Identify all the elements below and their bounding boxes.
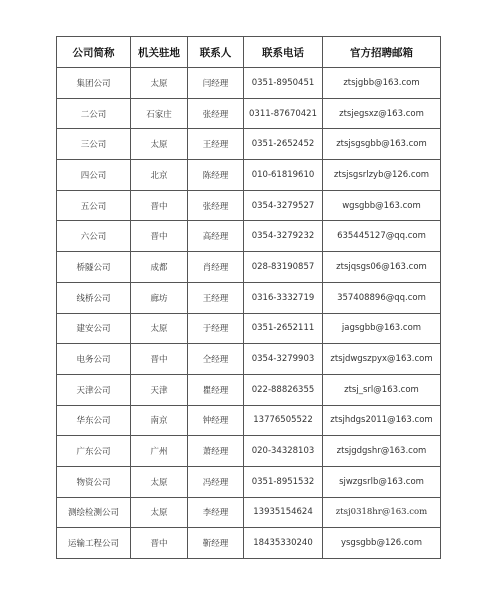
table-row bbox=[57, 405, 441, 436]
location-cell: 太原 bbox=[131, 68, 188, 99]
contact-cell: 肖经理 bbox=[188, 252, 244, 283]
company-cell: 运输工程公司 bbox=[57, 528, 131, 559]
email-cell: sjwzgsrlb@163.com bbox=[323, 466, 441, 497]
header-phone: 联系电话 bbox=[244, 37, 323, 68]
table-row bbox=[57, 221, 441, 252]
contact-cell: 王经理 bbox=[188, 282, 244, 313]
recruitment-contact-sheet bbox=[56, 36, 440, 559]
phone-cell: 0311-87670421 bbox=[244, 98, 323, 129]
location-cell: 北京 bbox=[131, 160, 188, 191]
phone-cell: 13776505522 bbox=[244, 405, 323, 436]
email-cell: ztsjhdgs2011@163.com bbox=[323, 405, 441, 436]
phone-cell: 0354-3279903 bbox=[244, 344, 323, 375]
company-cell: 四公司 bbox=[57, 160, 131, 191]
company-cell: 三公司 bbox=[57, 129, 131, 160]
email-cell: 357408896@qq.com bbox=[323, 282, 441, 313]
email-cell: ztsj_srl@163.com bbox=[323, 374, 441, 405]
company-cell: 华东公司 bbox=[57, 405, 131, 436]
email-cell: ztsjgbb@163.com bbox=[323, 68, 441, 99]
table-row bbox=[57, 528, 441, 559]
table-row bbox=[57, 160, 441, 191]
contact-cell: 仝经理 bbox=[188, 344, 244, 375]
contact-cell: 闫经理 bbox=[188, 68, 244, 99]
company-cell: 电务公司 bbox=[57, 344, 131, 375]
location-cell: 太原 bbox=[131, 129, 188, 160]
contact-cell: 张经理 bbox=[188, 190, 244, 221]
phone-cell: 0316-3332719 bbox=[244, 282, 323, 313]
company-cell: 广东公司 bbox=[57, 436, 131, 467]
email-cell: 635445127@qq.com bbox=[323, 221, 441, 252]
table-row bbox=[57, 466, 441, 497]
company-cell: 桥隧公司 bbox=[57, 252, 131, 283]
location-cell: 晋中 bbox=[131, 344, 188, 375]
email-cell: ysgsgbb@126.com bbox=[323, 528, 441, 559]
location-cell: 天津 bbox=[131, 374, 188, 405]
phone-cell: 022-88826355 bbox=[244, 374, 323, 405]
table-row bbox=[57, 252, 441, 283]
location-cell: 太原 bbox=[131, 466, 188, 497]
location-cell: 廊坊 bbox=[131, 282, 188, 313]
table-header bbox=[57, 37, 441, 68]
company-cell: 物资公司 bbox=[57, 466, 131, 497]
contact-table bbox=[56, 36, 441, 559]
contact-cell: 高经理 bbox=[188, 221, 244, 252]
email-cell: ztsjsgsgbb@163.com bbox=[323, 129, 441, 160]
email-cell: ztsjegsxz@163.com bbox=[323, 98, 441, 129]
location-cell: 石家庄 bbox=[131, 98, 188, 129]
contact-cell: 冯经理 bbox=[188, 466, 244, 497]
phone-cell: 13935154624 bbox=[244, 497, 323, 528]
phone-cell: 0354-3279527 bbox=[244, 190, 323, 221]
company-cell: 建安公司 bbox=[57, 313, 131, 344]
contact-cell: 陈经理 bbox=[188, 160, 244, 191]
location-cell: 晋中 bbox=[131, 190, 188, 221]
phone-cell: 0351-8950451 bbox=[244, 68, 323, 99]
contact-cell: 张经理 bbox=[188, 98, 244, 129]
table-row bbox=[57, 313, 441, 344]
company-cell: 二公司 bbox=[57, 98, 131, 129]
location-cell: 南京 bbox=[131, 405, 188, 436]
contact-cell: 李经理 bbox=[188, 497, 244, 528]
table-row bbox=[57, 190, 441, 221]
table-row bbox=[57, 374, 441, 405]
company-cell: 天津公司 bbox=[57, 374, 131, 405]
table-row bbox=[57, 344, 441, 375]
header-company: 公司简称 bbox=[57, 37, 131, 68]
header-email: 官方招聘邮箱 bbox=[323, 37, 441, 68]
contact-cell: 王经理 bbox=[188, 129, 244, 160]
table-row bbox=[57, 68, 441, 99]
email-cell: ztsjgdgshr@163.com bbox=[323, 436, 441, 467]
company-cell: 测绘检测公司 bbox=[57, 497, 131, 528]
phone-cell: 028-83190857 bbox=[244, 252, 323, 283]
table-body bbox=[57, 68, 441, 559]
header-location: 机关驻地 bbox=[131, 37, 188, 68]
table-row bbox=[57, 436, 441, 467]
company-cell: 线桥公司 bbox=[57, 282, 131, 313]
header-row bbox=[57, 37, 441, 68]
company-cell: 六公司 bbox=[57, 221, 131, 252]
phone-cell: 010-61819610 bbox=[244, 160, 323, 191]
header-contact: 联系人 bbox=[188, 37, 244, 68]
email-cell: jagsgbb@163.com bbox=[323, 313, 441, 344]
table-row bbox=[57, 98, 441, 129]
contact-cell: 于经理 bbox=[188, 313, 244, 344]
location-cell: 成都 bbox=[131, 252, 188, 283]
email-cell: ztsj0318hr@163.com bbox=[323, 497, 441, 528]
table-row bbox=[57, 129, 441, 160]
contact-cell: 钟经理 bbox=[188, 405, 244, 436]
phone-cell: 0351-2652452 bbox=[244, 129, 323, 160]
email-cell: ztsjsgsrlzyb@126.com bbox=[323, 160, 441, 191]
location-cell: 太原 bbox=[131, 497, 188, 528]
phone-cell: 0354-3279232 bbox=[244, 221, 323, 252]
phone-cell: 0351-2652111 bbox=[244, 313, 323, 344]
phone-cell: 0351-8951532 bbox=[244, 466, 323, 497]
phone-cell: 18435330240 bbox=[244, 528, 323, 559]
location-cell: 广州 bbox=[131, 436, 188, 467]
email-cell: ztsjqsgs06@163.com bbox=[323, 252, 441, 283]
contact-cell: 瞿经理 bbox=[188, 374, 244, 405]
location-cell: 晋中 bbox=[131, 528, 188, 559]
phone-cell: 020-34328103 bbox=[244, 436, 323, 467]
table-row bbox=[57, 282, 441, 313]
location-cell: 太原 bbox=[131, 313, 188, 344]
contact-cell: 靳经理 bbox=[188, 528, 244, 559]
company-cell: 五公司 bbox=[57, 190, 131, 221]
email-cell: ztsjdwgszpyx@163.com bbox=[323, 344, 441, 375]
company-cell: 集团公司 bbox=[57, 68, 131, 99]
email-cell: wgsgbb@163.com bbox=[323, 190, 441, 221]
contact-cell: 萧经理 bbox=[188, 436, 244, 467]
location-cell: 晋中 bbox=[131, 221, 188, 252]
table-row bbox=[57, 497, 441, 528]
